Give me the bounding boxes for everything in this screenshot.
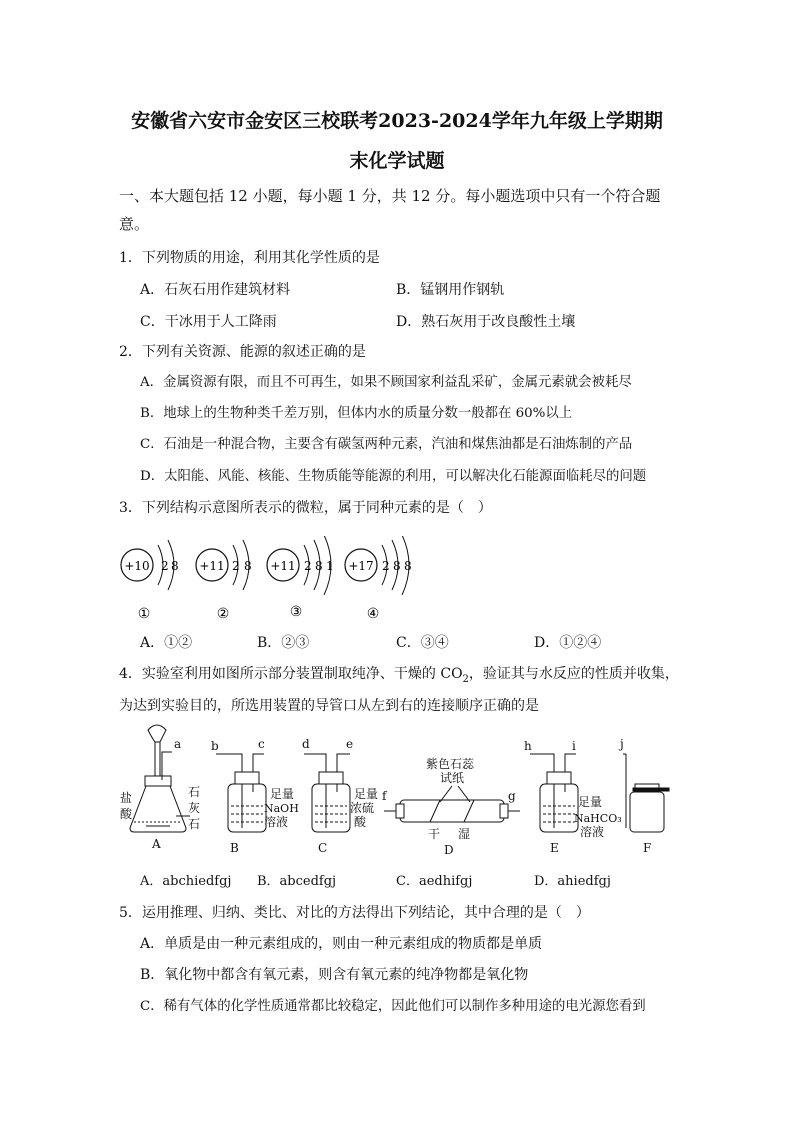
- svg-text:F: F: [643, 841, 652, 855]
- apparatus-d: [384, 786, 520, 822]
- question-1-option-b: B．锰钢用作钢轨: [396, 282, 505, 298]
- question-1-option-c: C．干冰用于人工降雨: [140, 314, 277, 330]
- svg-text:2: 2: [382, 559, 390, 573]
- question-2-option-c: C．石油是一种混合物，主要含有碳氢两种元素，汽油和煤焦油都是石油炼制的产品: [140, 437, 633, 452]
- atom-diagram-2: [196, 540, 252, 622]
- question-2-option-d: D．太阳能、风能、核能、生物质能等能源的利用，可以解决化石能源面临耗尽的问题: [140, 469, 647, 484]
- svg-text:溶液: 溶液: [580, 825, 605, 839]
- svg-text:f: f: [382, 789, 387, 803]
- question-4-option-d: D．ahiedfgj: [534, 874, 611, 889]
- apparatus-diagram: [118, 724, 678, 860]
- svg-text:b: b: [211, 739, 219, 753]
- page-title-line-1: 安徽省六安市金安区三校联考2023-2024学年九年级上学期期: [131, 110, 663, 132]
- question-5-stem: 5．运用推理、归纳、类比、对比的方法得出下列结论，其中合理的是（ ）: [119, 905, 590, 921]
- svg-text:灰: 灰: [188, 801, 201, 815]
- atom-diagram-3: [267, 536, 334, 620]
- svg-text:8: 8: [404, 559, 412, 573]
- svg-text:C: C: [318, 841, 328, 855]
- question-4-stem-line-2: 为达到实验目的，所选用装置的导管口从左到右的连接顺序正确的是: [119, 698, 539, 714]
- svg-text:③: ③: [289, 604, 303, 620]
- svg-text:a: a: [174, 737, 182, 751]
- svg-text:8: 8: [244, 559, 252, 573]
- svg-text:盐: 盐: [120, 791, 133, 805]
- apparatus-e: [530, 754, 578, 832]
- question-5-option-a: A．单质是由一种元素组成的，则由一种元素组成的物质都是单质: [140, 936, 543, 952]
- svg-text:NaHCO₃: NaHCO₃: [574, 812, 622, 825]
- page-title-line-2: 末化学试题: [349, 150, 445, 172]
- question-1-option-d: D．熟石灰用于改良酸性土壤: [396, 314, 576, 330]
- svg-text:d: d: [302, 737, 310, 751]
- question-2-option-a: A．金属资源有限，而且不可再生，如果不顾国家利益乱采矿，金属元素就会被耗尽: [140, 375, 632, 390]
- svg-text:2: 2: [304, 559, 312, 573]
- question-4-option-c: C．aedhifgj: [396, 874, 473, 889]
- svg-text:足量: 足量: [578, 795, 603, 809]
- svg-text:2: 2: [161, 559, 169, 573]
- svg-text:g: g: [508, 789, 516, 803]
- svg-text:A: A: [152, 837, 161, 851]
- svg-text:+11: +11: [270, 559, 296, 573]
- apparatus-b: [216, 754, 266, 832]
- question-3-option-b: B．②③: [257, 635, 310, 651]
- question-2-stem: 2．下列有关资源、能源的叙述正确的是: [119, 344, 366, 360]
- svg-text:试纸: 试纸: [440, 771, 465, 785]
- apparatus-c: [304, 754, 350, 832]
- svg-text:8: 8: [171, 559, 179, 573]
- svg-text:i: i: [572, 739, 576, 753]
- svg-text:2: 2: [232, 559, 240, 573]
- svg-text:④: ④: [366, 606, 380, 622]
- svg-text:D: D: [444, 843, 454, 857]
- svg-text:石: 石: [188, 817, 201, 831]
- apparatus-f: [623, 754, 669, 832]
- atom-diagram-1: [121, 540, 179, 622]
- question-1-option-a: A．石灰石用作建筑材料: [140, 282, 291, 298]
- question-4-option-a: A．abchiedfgj: [140, 874, 232, 889]
- svg-text:+11: +11: [199, 559, 225, 573]
- svg-text:酸: 酸: [354, 815, 367, 829]
- question-3-stem: 3．下列结构示意图所表示的微粒，属于同种元素的是（ ）: [119, 500, 492, 516]
- svg-text:石: 石: [188, 785, 201, 799]
- svg-text:湿: 湿: [458, 827, 471, 841]
- svg-text:1: 1: [326, 559, 334, 573]
- question-4-stem-line-1: 4．实验室利用如图所示部分装置制取纯净、干燥的 $CO_2$，验证其与水反应的性质并收集，: [119, 666, 679, 685]
- section-instruction-line-2: 意。: [119, 215, 150, 233]
- svg-text:j: j: [620, 737, 624, 751]
- question-3-option-a: A．①②: [140, 635, 193, 651]
- svg-text:8: 8: [393, 559, 401, 573]
- section-instruction-line-1: 一、本大题包括 12 小题，每小题 1 分，共 12 分。每小题选项中只有一个符合题: [119, 187, 661, 205]
- question-3-option-c: C．③④: [396, 635, 449, 651]
- svg-text:+17: +17: [348, 559, 374, 573]
- svg-text:B: B: [230, 841, 239, 855]
- svg-text:干: 干: [428, 827, 441, 841]
- svg-text:NaOH: NaOH: [264, 802, 299, 815]
- svg-text:h: h: [524, 739, 532, 753]
- question-2-option-b: B．地球上的生物种类千差万别，但体内水的质量分数一般都在 60%以上: [140, 406, 573, 421]
- svg-text:足量: 足量: [354, 787, 379, 801]
- question-4-option-b: B．abcedfgj: [257, 874, 337, 889]
- svg-text:②: ②: [216, 606, 230, 622]
- svg-text:溶液: 溶液: [264, 815, 289, 829]
- svg-text:酸: 酸: [120, 807, 133, 821]
- atom-diagram-4: [345, 536, 412, 622]
- svg-text:e: e: [346, 737, 354, 751]
- svg-text:浓硫: 浓硫: [350, 801, 375, 815]
- svg-text:c: c: [258, 737, 265, 751]
- atom-structure-diagrams: [110, 536, 430, 628]
- question-1-stem: 1．下列物质的用途，利用其化学性质的是: [119, 250, 380, 266]
- svg-text:E: E: [550, 841, 559, 855]
- atom-label: ①: [137, 606, 151, 622]
- question-3-option-d: D．①②④: [534, 635, 602, 651]
- svg-text:8: 8: [315, 559, 323, 573]
- question-5-option-c: C．稀有气体的化学性质通常都比较稳定，因此他们可以制作多种用途的电光源您看到: [140, 999, 646, 1014]
- question-5-option-b: B．氧化物中都含有氧元素，则含有氧元素的纯净物都是氧化物: [140, 967, 529, 983]
- svg-text:紫色石蕊: 紫色石蕊: [426, 757, 475, 771]
- nucleus-charge: +10: [124, 559, 150, 573]
- svg-text:足量: 足量: [270, 787, 295, 801]
